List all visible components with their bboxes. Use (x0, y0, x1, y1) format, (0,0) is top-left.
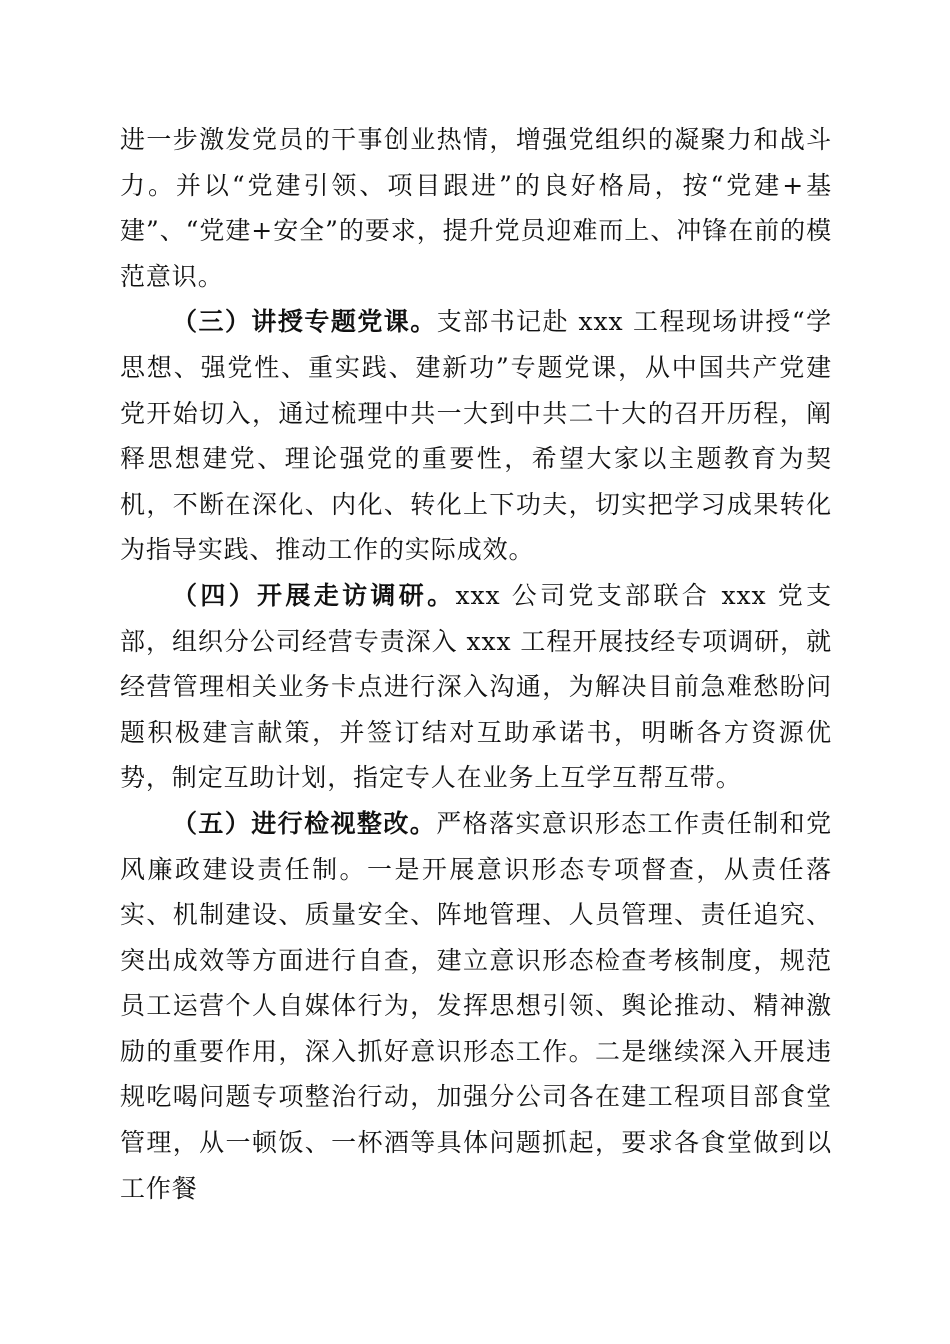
section-5-body: 严格落实意识形态工作责任制和党风廉政建设责任制。一是开展意识形态专项督查，从责任落实、机制建设、质量安全、阵地管理、人员管理、责任追究、突出成效等方面进行自查，建立意识形态检查考核制度，规范员工运营个人自媒体行为，发挥思想引领、舆论推动、精神激励的重要作用，深入抓好意识形态工作。二是继续深入开展违规吃喝问题专项整治行动，加强分公司各在建工程项目部食堂管理，从一顿饭、一杯酒等具体问题抓起，要求各食堂做到以工作餐 (120, 808, 832, 1203)
paragraph-section-3 (120, 299, 832, 573)
section-5-heading: （五）进行检视整改。 (172, 808, 437, 838)
paragraph-section-4 (120, 573, 832, 801)
paragraph-body: 进一步激发党员的干事创业热情，增强党组织的凝聚力和战斗力。并以“党建引领、项目跟进”的良好格局，按“党建+基建”、“党建+安全”的要求，提升党员迎难而上、冲锋在前的模范意识。 (120, 125, 832, 291)
document-page (120, 117, 832, 1211)
section-4-body: xxx 公司党支部联合 xxx 党支部，组织分公司经营专责深入 xxx 工程开展技经专项调研，就经营管理相关业务卡点进行深入沟通，为解决目前急难愁盼问题积极建言献策，并签订结对互助承诺书，明晰各方资源优势，制定互助计划，指定专人在业务上互学互帮互带。 (120, 580, 832, 793)
paragraph-continuation (120, 117, 832, 299)
section-4-heading: （四）开展走访调研。 (172, 580, 456, 610)
section-3-body: 支部书记赴 xxx 工程现场讲授“学思想、强党性、重实践、建新功”专题党课，从中国共产党建党开始切入，通过梳理中共一大到中共二十大的召开历程，阐释思想建党、理论强党的重要性，希望大家以主题教育为契机，不断在深化、内化、转化上下功夫，切实把学习成果转化为指导实践、推动工作的实际成效。 (120, 307, 832, 565)
paragraph-section-5 (120, 801, 832, 1211)
section-3-heading: （三）讲授专题党课。 (172, 307, 437, 337)
